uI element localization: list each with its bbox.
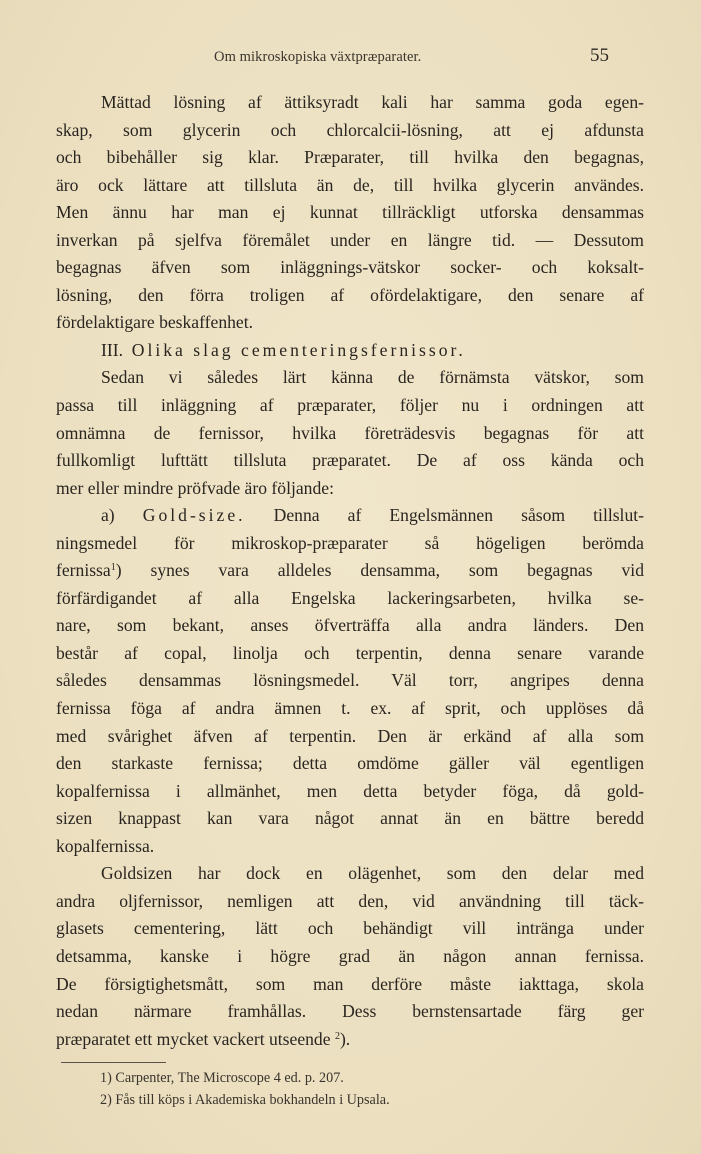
body-text <box>56 89 644 1053</box>
text-line: nare, som bekant, anses öfverträffa alla andra länders. Den <box>56 615 644 636</box>
text-line: kopalfernissa. <box>56 835 155 856</box>
text-line: förfärdigandet af alla Engelska lackeringsarbeten, hvilka se- <box>56 587 644 608</box>
running-head <box>0 45 701 69</box>
text-line: med svårighet äfven af terpentin. Den är erkänd af alla som <box>56 725 644 746</box>
text-line: kopalfernissa i allmänhet, men detta betyder föga, då gold- <box>56 780 644 801</box>
text-line: fernissa föga af andra ämnen t. ex. af sprit, och upplöses då <box>56 698 644 719</box>
text-line: nedan närmare framhållas. Dess bernstensartade färg ger <box>56 1001 644 1022</box>
text-line: lösning, den förra troligen af ofördelaktigare, den senare af <box>56 284 644 305</box>
text-line: mer eller mindre pröfvade äro följande: <box>56 477 334 498</box>
text-line: begagnas äfven som inläggnings-vätskor socker- och koksalt- <box>56 257 644 278</box>
footnote-2: 2) Fås till köps i Akademiska bokhandeln i Upsala. <box>100 1092 390 1108</box>
text-line-with-footnote: præparatet ett mycket vackert utseende $^2$). <box>56 1028 351 1049</box>
text-line: inverkan på sjelfva föremålet under en längre tid. — Dessutom <box>56 229 644 250</box>
text-line: består af copal, linolja och terpentin, denna senare varande <box>56 642 644 663</box>
text-line: äro ock lättare att tillsluta än de, till hvilka glycerin användes. <box>56 174 644 195</box>
footnotes <box>100 1067 390 1111</box>
text-line: andra oljfernissor, nemligen att den, vid användning till täck- <box>56 890 644 911</box>
text-line: Sedan vi således lärt känna de förnämsta vätskor, som <box>101 367 644 388</box>
footnote-divider <box>61 1062 166 1063</box>
text-line: sizen knappast kan vara något annat än en bättre beredd <box>56 808 644 829</box>
page-number: 55 <box>590 45 609 66</box>
text-line: passa till inläggning af præparater, följer nu i ordningen att <box>56 395 644 416</box>
text-line: Goldsizen har dock en olägenhet, som den delar med <box>101 863 644 884</box>
text-line: ningsmedel för mikroskop-præparater så högeligen berömda <box>56 532 644 553</box>
text-line: detsamma, kanske i högre grad än någon annan fernissa. <box>56 945 644 966</box>
text-line-with-footnote: fernissa$^1$) synes vara alldeles densamma, som begagnas vid <box>56 560 644 581</box>
text-line: den starkaste fernissa; detta omdöme gäller väl egentligen <box>56 753 644 774</box>
item-text: Denna af Engelsmännen såsom tillslut- <box>273 505 644 526</box>
text-line: och bibehåller sig klar. Præparater, till hvilka den begagnas, <box>56 147 644 168</box>
text-line: Mättad lösning af ättiksyradt kali har samma goda egen- <box>101 92 644 112</box>
text-line: glasets cementering, lätt och behändigt vill inträngа under <box>56 918 644 939</box>
text-line: fördelaktigare beskaffenhet. <box>56 312 254 333</box>
item-label: a) <box>101 505 115 526</box>
section-heading: Olika slag cementeringsfernissor. <box>131 339 466 360</box>
item-term: Gold-size. <box>142 505 246 526</box>
text-line: skap, som glycerin och chlorcalcii-lösning, att ej afdunsta <box>56 119 644 140</box>
text-line: De försigtighetsmått, som man derföre måste iakttaga, skola <box>56 973 644 994</box>
section-heading-line <box>56 337 644 365</box>
section-number: III. <box>101 339 123 360</box>
footnote-ref-1[interactable]: 1 <box>110 562 116 574</box>
text-line: omnämna de fernissor, hvilka företrädesvis begagnas för att <box>56 422 644 443</box>
running-title: Om mikroskopiska växtpræparater. <box>214 49 422 65</box>
footnote-1: 1) Carpenter, The Microscope 4 ed. p. 207. <box>100 1070 344 1086</box>
text-line: fullkomligt lufttätt tillsluta præparatet. De af oss kända och <box>56 450 644 471</box>
item-a-line <box>56 502 644 530</box>
footnote-ref-2[interactable]: 2 <box>334 1030 340 1042</box>
text-line: Men ännu har man ej kunnat tillräckligt utforska densammas <box>56 202 644 223</box>
text-line: således densammas lösningsmedel. Väl torr, angripes denna <box>56 670 644 691</box>
